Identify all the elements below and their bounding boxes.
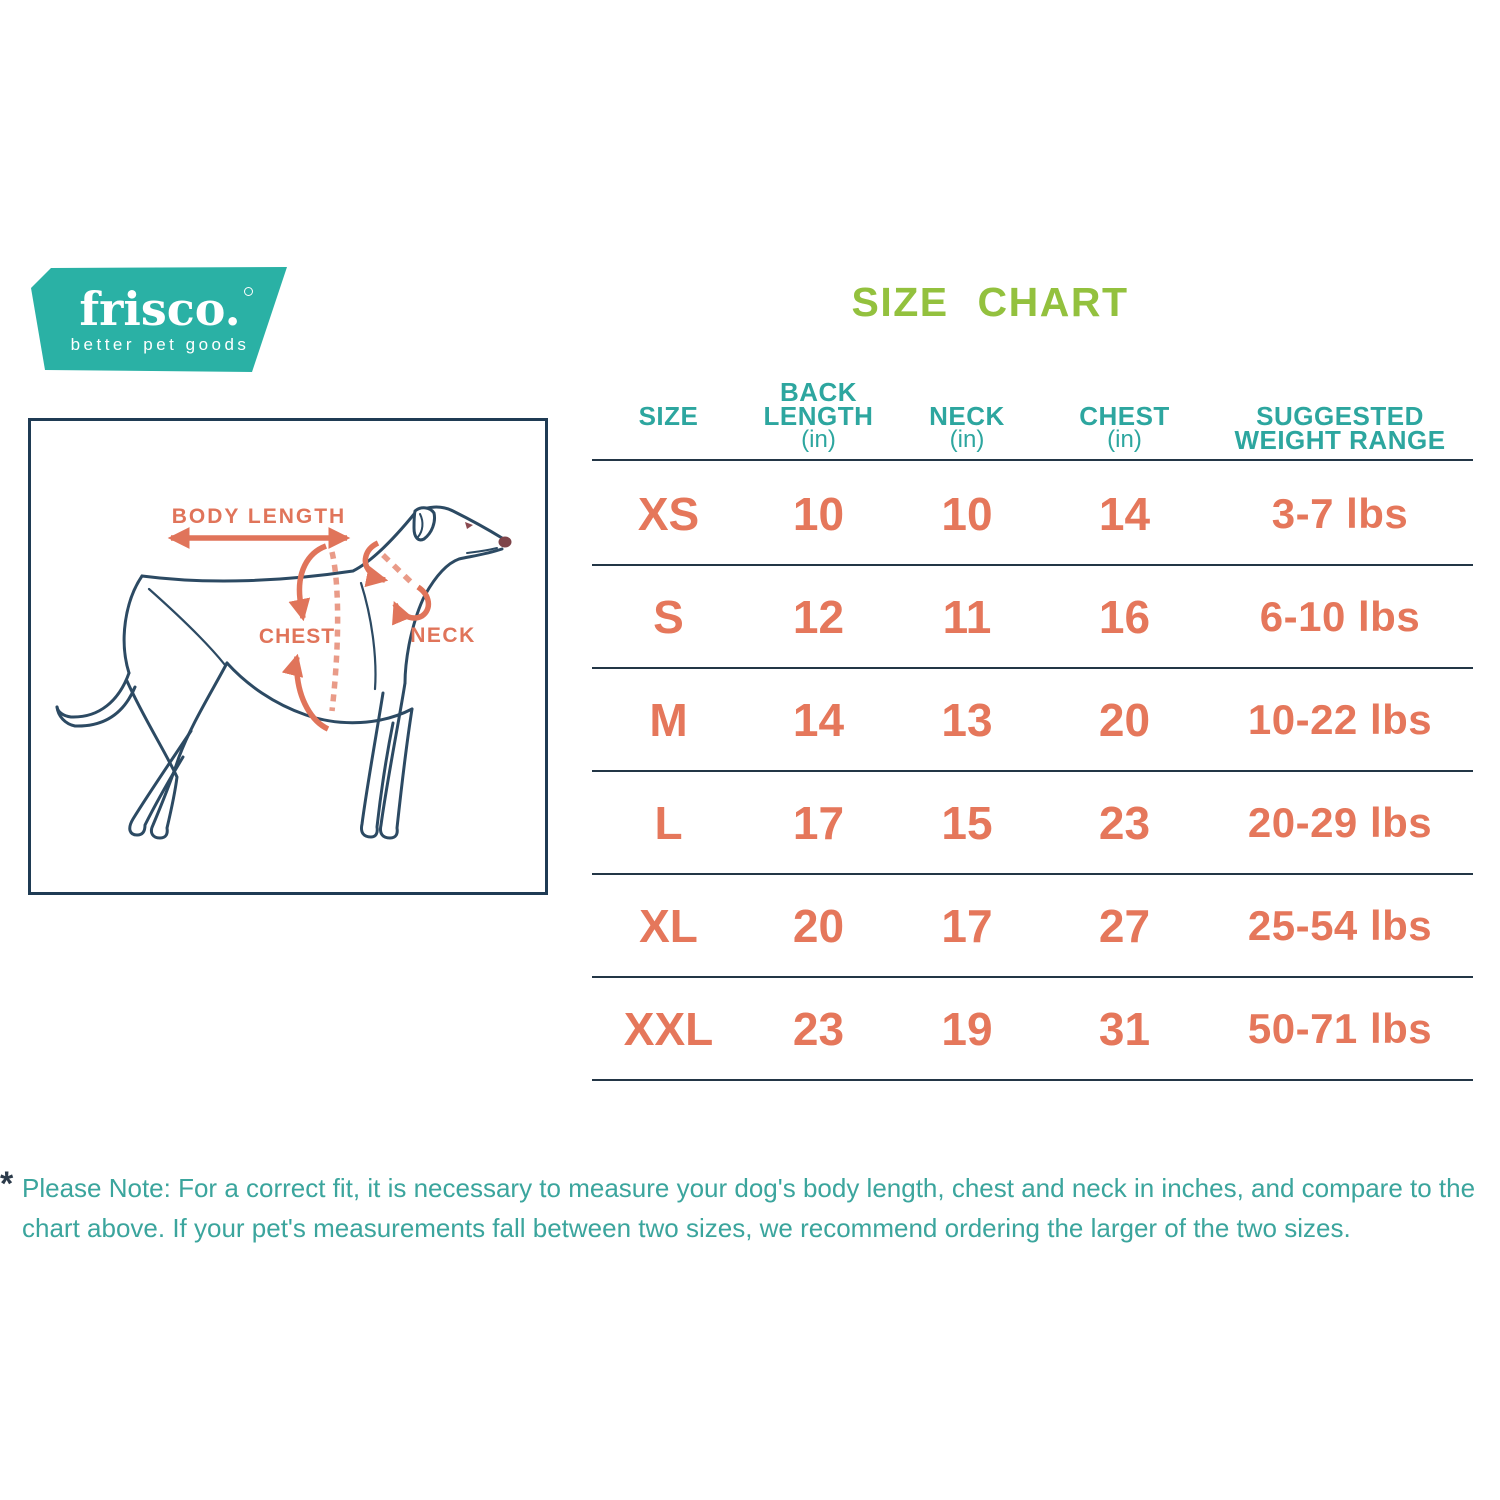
neck-cell: 10 xyxy=(941,487,993,540)
chest-cell: 31 xyxy=(1098,1002,1151,1055)
neck-label: NECK xyxy=(410,624,476,647)
weight-cell: 10-22 lbs xyxy=(1247,695,1433,743)
neck-girth-dashed-icon xyxy=(383,555,413,584)
weight-cell: 25-54 lbs xyxy=(1247,901,1433,949)
table-row-xxl xyxy=(592,978,1473,1081)
weight-cell: 50-71 lbs xyxy=(1247,1004,1433,1052)
column-header-back-length xyxy=(745,377,892,459)
size-cell: XXL xyxy=(623,1002,714,1055)
chest-label: CHEST xyxy=(258,625,336,648)
column-unit: (in) xyxy=(1107,426,1142,453)
neck-cell: 17 xyxy=(941,899,993,952)
neck-cell: 13 xyxy=(941,693,993,746)
neck-girth-arrow-lower-icon xyxy=(395,587,428,618)
table-row-xs xyxy=(592,463,1473,566)
dog-outline xyxy=(57,507,506,838)
logo-brand-text: frisco. xyxy=(79,282,241,336)
logo-text xyxy=(40,282,280,355)
table-row-s xyxy=(592,566,1473,669)
weight-cell: 20-29 lbs xyxy=(1247,798,1433,846)
neck-cell: 19 xyxy=(941,1002,993,1055)
dog-eye xyxy=(465,522,473,529)
body-length-label: BODY LENGTH xyxy=(171,505,347,528)
chest-cell: 14 xyxy=(1098,487,1151,540)
footnote xyxy=(0,1165,1498,1248)
back-length-cell: 12 xyxy=(792,590,845,643)
column-header-neck xyxy=(892,401,1042,459)
column-unit: (in) xyxy=(949,426,985,453)
weight-cell: 3-7 lbs xyxy=(1271,489,1409,537)
dog-illustration xyxy=(31,421,545,892)
chest-cell: 20 xyxy=(1098,693,1151,746)
column-unit: (in) xyxy=(801,426,836,453)
chest-cell: 27 xyxy=(1098,899,1151,952)
column-label: SUGGESTED WEIGHT RANGE xyxy=(1234,401,1446,455)
chest-cell: 16 xyxy=(1098,590,1151,643)
logo-tagline: better pet goods xyxy=(70,335,250,355)
dog-ear xyxy=(414,508,435,540)
table-row-m xyxy=(592,669,1473,772)
table-row-l xyxy=(592,772,1473,875)
size-cell: XL xyxy=(639,899,698,952)
size-cell: L xyxy=(654,796,683,849)
size-table-body xyxy=(592,463,1473,1081)
back-length-cell: 23 xyxy=(792,1002,845,1055)
chest-girth-arrow-lower-icon xyxy=(296,657,328,729)
back-length-cell: 14 xyxy=(792,693,845,746)
column-label: BACK LENGTH xyxy=(763,377,874,431)
footnote-asterisk: * xyxy=(0,1165,14,1203)
column-header-chest xyxy=(1042,401,1207,459)
size-cell: S xyxy=(653,590,684,643)
chest-cell: 23 xyxy=(1098,796,1151,849)
footnote-line-1: Please Note: For a correct fit, it is necessary to measure your dog's body length, chest and neck in inches, and compare to the xyxy=(22,1173,1476,1203)
frisco-logo-badge xyxy=(30,265,288,375)
page-title: SIZE CHART xyxy=(851,279,1129,325)
dog-measurement-diagram xyxy=(28,418,548,895)
back-length-cell: 10 xyxy=(792,487,845,540)
back-length-cell: 20 xyxy=(792,899,845,952)
logo-brand xyxy=(79,282,241,336)
size-cell: M xyxy=(649,693,688,746)
chest-girth-arrow-upper-icon xyxy=(299,546,326,618)
column-label: CHEST xyxy=(1079,401,1170,431)
column-label: SIZE xyxy=(638,401,699,431)
column-header-weight-range xyxy=(1207,401,1473,459)
back-length-cell: 17 xyxy=(792,796,845,849)
column-header-size xyxy=(592,401,745,459)
registered-mark-icon xyxy=(244,287,253,296)
weight-cell: 6-10 lbs xyxy=(1259,592,1421,640)
size-table-header xyxy=(592,352,1473,461)
neck-cell: 11 xyxy=(942,590,992,643)
size-cell: XS xyxy=(637,487,700,540)
neck-cell: 15 xyxy=(941,796,993,849)
dog-nose xyxy=(499,537,512,548)
column-label: NECK xyxy=(929,401,1005,431)
table-row-xl xyxy=(592,875,1473,978)
footnote-line-2: chart above. If your pet's measurements fall between two sizes, we recommend ordering the larger of the two sizes. xyxy=(22,1213,1351,1243)
